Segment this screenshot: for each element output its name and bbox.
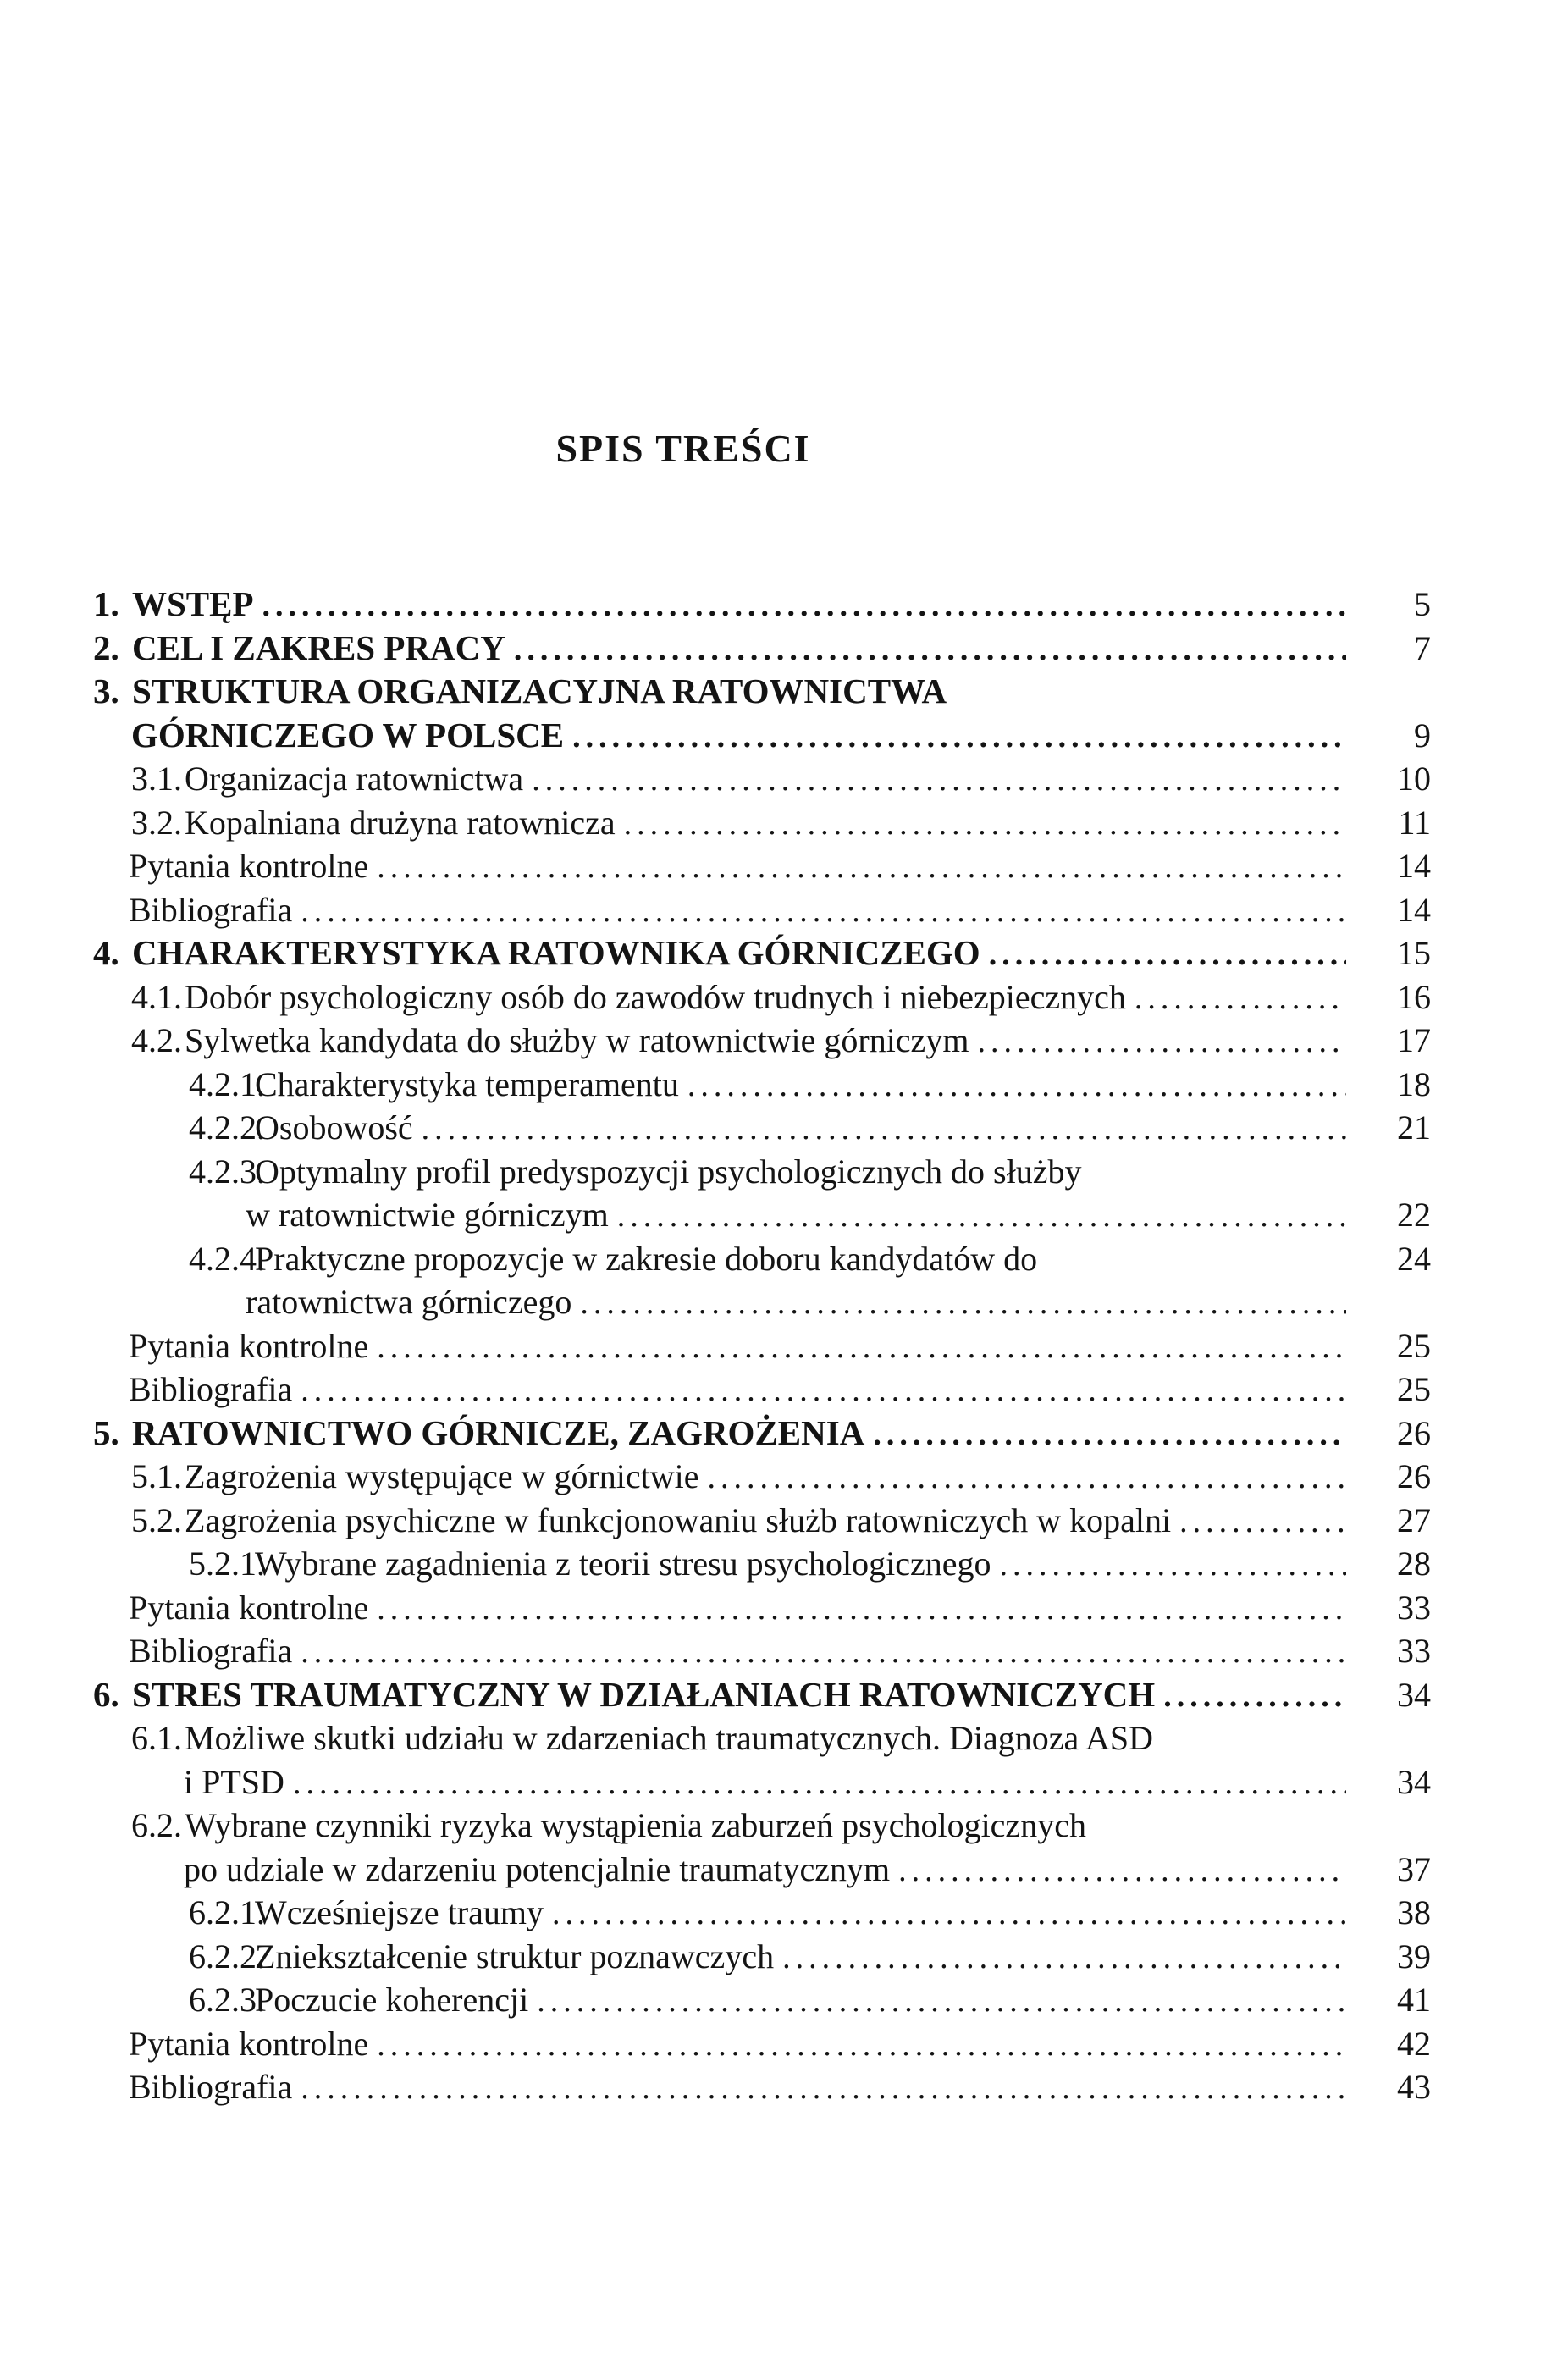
toc-row-num: 4. [93, 933, 119, 972]
toc-row-page: 11 [1398, 803, 1431, 842]
toc-row-text: Charakterystyka temperamentu [255, 1064, 679, 1103]
toc-row [93, 2022, 1431, 2066]
toc-row-text: Pytania kontrolne [129, 1588, 369, 1627]
toc-row-num: 6.2.3. [189, 1981, 265, 2019]
dot-leader [262, 584, 1346, 628]
toc-row-continuation [93, 1280, 1431, 1324]
toc-row [93, 583, 1431, 627]
toc-row-page: 5 [1414, 585, 1431, 623]
toc-row-num: 2. [93, 627, 119, 667]
toc-row-text: ratownictwa górniczego [246, 1283, 572, 1321]
toc-row-page: 14 [1397, 847, 1431, 885]
toc-row-page: 34 [1397, 1762, 1431, 1801]
toc-row [93, 1455, 1431, 1499]
dot-leader [687, 1064, 1346, 1108]
toc-row-page: 22 [1397, 1196, 1431, 1234]
toc-row-num: 4.2.3. [189, 1152, 265, 1191]
toc-row-text: Zagrożenia psychiczne w funkcjonowaniu służb ratowniczych w kopalni [185, 1500, 1172, 1539]
dot-leader [617, 1195, 1346, 1239]
toc-row [93, 1586, 1431, 1630]
toc-row-page: 39 [1397, 1937, 1431, 1975]
toc-row-text: Wybrane czynniki ryzyka wystąpienia zaburzeń psychologicznych [185, 1806, 1086, 1844]
dot-leader [708, 1456, 1346, 1500]
toc-row-text: Bibliografia [129, 890, 293, 929]
dot-leader [552, 1893, 1346, 1937]
toc-row-page: 14 [1397, 890, 1431, 929]
toc-row-page: 26 [1397, 1413, 1431, 1452]
toc-row-text: Kopalniana drużyna ratownicza [185, 803, 616, 842]
toc-row-num: 6. [93, 1674, 119, 1714]
toc-row-text: Bibliografia [129, 2068, 293, 2106]
toc-row-text: i PTSD [184, 1762, 284, 1801]
toc-row [93, 1935, 1431, 1979]
toc-row-num: 5.2.1. [189, 1544, 265, 1583]
toc-row-page: 43 [1397, 2068, 1431, 2106]
toc-row-num: 4.2.4. [189, 1239, 265, 1278]
dot-leader [580, 1282, 1346, 1326]
toc-row [93, 1324, 1431, 1368]
toc-row-continuation [93, 1848, 1431, 1892]
toc-row-text: Pytania kontrolne [129, 2024, 369, 2063]
toc-row [93, 1629, 1431, 1673]
toc-row-num: 3. [93, 671, 119, 710]
toc-row-num: 4.1. [131, 977, 182, 1016]
toc-row [93, 2065, 1431, 2109]
toc-row-text: Bibliografia [129, 1370, 293, 1408]
toc-row-text: Pytania kontrolne [129, 1326, 369, 1365]
dot-leader [1179, 1500, 1346, 1544]
toc-row-page: 10 [1397, 760, 1431, 798]
toc-row-page: 15 [1397, 934, 1431, 972]
toc-row-page: 33 [1397, 1588, 1431, 1627]
toc-row [93, 1106, 1431, 1150]
dot-leader [422, 1108, 1346, 1152]
toc-row-page: 16 [1397, 977, 1431, 1016]
toc-row-num: 4.2.1. [189, 1064, 265, 1103]
dot-leader [782, 1937, 1346, 1981]
dot-leader [377, 1326, 1346, 1370]
toc-row-page: 26 [1397, 1457, 1431, 1495]
dot-leader [514, 628, 1346, 672]
dot-leader [1135, 977, 1346, 1021]
dot-leader [999, 1544, 1346, 1588]
dot-leader [989, 933, 1346, 977]
toc-row-page: 17 [1397, 1021, 1431, 1059]
toc-row [93, 1019, 1431, 1063]
dot-leader [377, 2024, 1346, 2068]
toc-row-text: Praktyczne propozycje w zakresie doboru kandydatów do [255, 1239, 1038, 1278]
toc-row [93, 888, 1431, 932]
toc-row-num: 1. [93, 584, 119, 623]
toc-row-page: 41 [1397, 1981, 1431, 2019]
toc-row [93, 975, 1431, 1019]
toc-row-text: Dobór psychologiczny osób do zawodów trudnych i niebezpiecznych [185, 977, 1126, 1016]
dot-leader [293, 1762, 1346, 1806]
toc-row-text: Pytania kontrolne [129, 847, 369, 885]
toc-row-page: 37 [1397, 1849, 1431, 1888]
toc-row-text: Wybrane zagadnienia z teorii stresu psychologicznego [255, 1544, 991, 1583]
dot-leader [624, 803, 1346, 847]
toc-row-text: Zagrożenia występujące w górnictwie [185, 1457, 699, 1495]
toc-row-text: STRUKTURA ORGANIZACYJNA RATOWNICTWA [132, 671, 947, 710]
toc-row-text: CEL I ZAKRES PRACY [132, 627, 505, 667]
dot-leader [898, 1849, 1346, 1893]
toc-row-text: WSTĘP [132, 584, 254, 623]
toc-row-num: 6.2.1. [189, 1893, 265, 1931]
toc-row [93, 1412, 1431, 1456]
toc-row-continuation [93, 714, 1431, 758]
toc-row-page: 7 [1414, 628, 1431, 667]
toc-row [93, 1673, 1431, 1717]
toc-row-page: 21 [1397, 1108, 1431, 1147]
toc-row [93, 1542, 1431, 1586]
dot-leader [301, 1631, 1346, 1675]
dot-leader [301, 2067, 1346, 2111]
toc-row [93, 1804, 1431, 1848]
toc-row-page: 34 [1397, 1675, 1431, 1714]
toc-row [93, 1978, 1431, 2022]
toc-row-num: 5. [93, 1412, 119, 1452]
dot-leader [873, 1413, 1346, 1457]
toc-row-page: 42 [1397, 2024, 1431, 2063]
dot-leader [301, 1369, 1346, 1413]
toc-row [93, 844, 1431, 888]
toc-row-text: Zniekształcenie struktur poznawczych [255, 1937, 775, 1975]
toc-row [93, 1716, 1431, 1760]
toc-row-text: RATOWNICTWO GÓRNICZE, ZAGROŻENIA [132, 1412, 865, 1452]
toc-row-text: Optymalny profil predyspozycji psychologicznych do służby [255, 1152, 1082, 1191]
toc-list [93, 583, 1431, 2109]
page-title: SPIS TREŚCI [555, 427, 811, 470]
toc-row-continuation [93, 1193, 1431, 1237]
toc-row-text: GÓRNICZEGO W POLSCE [131, 715, 565, 754]
dot-leader [977, 1020, 1346, 1064]
toc-row [93, 627, 1431, 671]
toc-row-num: 3.1. [131, 760, 182, 798]
toc-row-text: Osobowość [255, 1108, 413, 1147]
toc-row-num: 5.2. [131, 1500, 182, 1539]
toc-row-text: Sylwetka kandydata do służby w ratownictwie górniczym [185, 1021, 969, 1059]
toc-row-text: STRES TRAUMATYCZNY W DZIAŁANIACH RATOWNICZYCH [132, 1674, 1156, 1714]
toc-row-text: Bibliografia [129, 1632, 293, 1670]
dot-leader [1163, 1675, 1346, 1719]
dot-leader [572, 716, 1346, 760]
toc-row-num: 6.2.2. [189, 1937, 265, 1975]
toc-row-num: 4.2. [131, 1021, 182, 1059]
toc-row-num: 6.1. [131, 1719, 182, 1757]
dot-leader [377, 1588, 1346, 1632]
toc-row [93, 670, 1431, 714]
toc-row-page: 27 [1397, 1500, 1431, 1539]
toc-row-text: Wcześniejsze traumy [255, 1893, 544, 1931]
toc-row [93, 1499, 1431, 1543]
toc-row-num: 5.1. [131, 1457, 182, 1495]
toc-row-num: 3.2. [131, 803, 182, 842]
toc-row-text: po udziale w zdarzeniu potencjalnie traumatycznym [184, 1849, 891, 1888]
dot-leader [532, 759, 1346, 803]
toc-row-page: 24 [1397, 1239, 1431, 1278]
toc-row-text: w ratownictwie górniczym [246, 1196, 609, 1234]
toc-row [93, 1063, 1431, 1107]
toc-row [93, 1368, 1431, 1412]
toc-row-page: 18 [1397, 1064, 1431, 1103]
toc-row [93, 801, 1431, 845]
toc-row-page: 25 [1397, 1326, 1431, 1365]
toc-row [93, 1237, 1431, 1281]
toc-row-page: 25 [1397, 1370, 1431, 1408]
toc-row-text: Możliwe skutki udziału w zdarzeniach traumatycznych. Diagnoza ASD [185, 1719, 1154, 1757]
toc-row-text: CHARAKTERYSTYKA RATOWNIKA GÓRNICZEGO [132, 933, 980, 972]
toc-row [93, 1150, 1431, 1194]
toc-row-page: 28 [1397, 1544, 1431, 1583]
toc-row-page: 33 [1397, 1632, 1431, 1670]
toc-row-text: Organizacja ratownictwa [185, 760, 524, 798]
toc-row [93, 1891, 1431, 1935]
toc-row [93, 757, 1431, 801]
toc-row-num: 6.2. [131, 1806, 182, 1844]
dot-leader [537, 1980, 1346, 2024]
dot-leader [301, 890, 1346, 934]
toc-row-page: 9 [1414, 716, 1431, 754]
toc-row-page: 38 [1397, 1893, 1431, 1931]
toc-row-continuation [93, 1760, 1431, 1804]
toc-row-text: Poczucie koherencji [255, 1981, 529, 2019]
toc-row [93, 931, 1431, 975]
dot-leader [377, 846, 1346, 890]
toc-row-num: 4.2.2. [189, 1108, 265, 1147]
